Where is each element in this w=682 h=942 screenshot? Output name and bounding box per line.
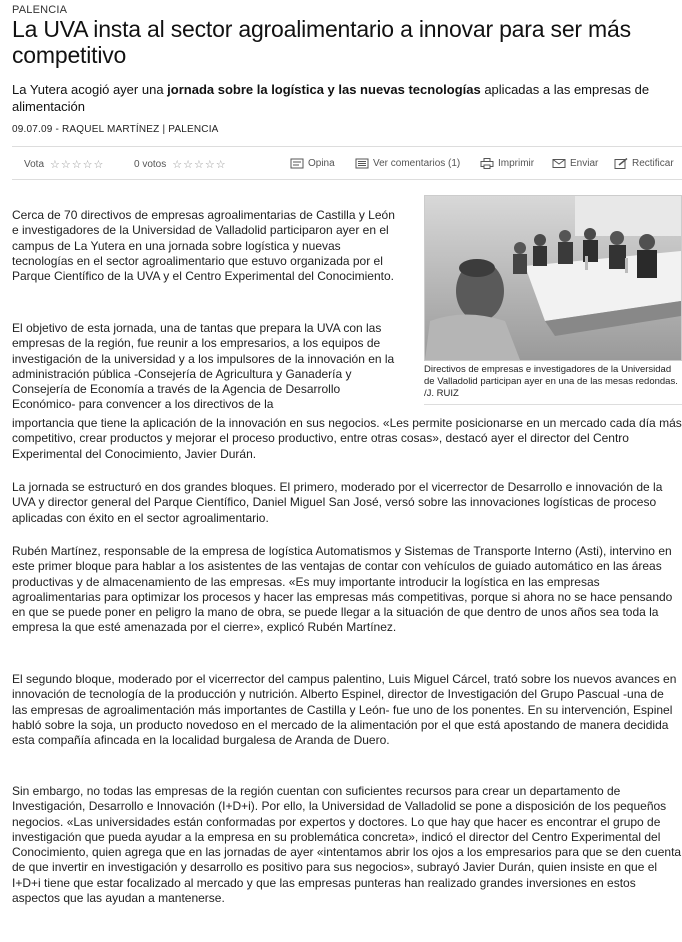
article-photo <box>424 195 682 361</box>
subhead-bold: jornada sobre la logística y las nuevas tecnologías <box>167 82 481 97</box>
comments-list-icon <box>355 158 369 169</box>
vote-label: Vota <box>24 159 45 170</box>
pencil-icon <box>614 158 628 169</box>
vote-widget <box>24 158 104 171</box>
article-headline: La UVA insta al sector agroalimentario a innovar para ser más competitivo <box>12 16 631 68</box>
comment-icon <box>290 158 304 169</box>
subhead-pre: La Yutera acogió ayer una <box>12 82 168 97</box>
vote-stars-icon[interactable]: ☆☆☆☆☆ <box>50 159 105 171</box>
article-subhead <box>12 81 652 115</box>
view-comments-button[interactable] <box>355 158 460 169</box>
article-toolbar <box>12 146 682 180</box>
paragraph-2-continued: importancia que tiene la aplicación de la innovación en sus negocios. «Les permite posicionarse en un mercado cada día más competitivo, crear productos y mejorar el proceso productivo, entre otras cosas», destacó ayer el director del Centro Experimental del Conocimiento, Javier Durán. <box>12 416 682 461</box>
paragraph-3: La jornada se estructuró en dos grandes bloques. El primero, moderado por el vicerrector de Desarrollo e innovación de la UVA y director general del Parque Científico, Daniel Miguel San José, versó sobre las innovaciones logísticas de proceso aplicadas con éxito en el sector agroalimentario. <box>12 480 663 525</box>
paragraph-2: El objetivo de esta jornada, una de tantas que prepara la UVA con las empresas de la región, fue reunir a los empresarios, a los equipos de investigación de la universidad y a los impulsores de la innovación en la administración pública -Consejería de Agricultura y Ganadería y Consejería de Economía a través de la Agencia de Desarrollo Económico- para convencer a los directivos de la <box>12 321 395 412</box>
print-label: Imprimir <box>498 158 535 169</box>
view-comments-label: Ver comentarios (1) <box>373 158 461 169</box>
printer-icon <box>480 158 494 169</box>
rectify-button[interactable] <box>614 158 674 169</box>
send-label: Enviar <box>570 158 599 169</box>
section-label[interactable]: PALENCIA <box>12 4 68 16</box>
votes-count: 0 votos <box>134 159 167 170</box>
opina-label: Opina <box>308 158 335 169</box>
envelope-icon <box>552 158 566 169</box>
subhead-post: aplicadas a las empresas de alimentación <box>12 82 650 114</box>
paragraph-4: Rubén Martínez, responsable de la empresa de logística Automatismos y Sistemas de Transporte Interno (Asti), intervino en este primer bloque para hablar a los asistentes de las ventajas de contar con vehículos de guiado automático en las áreas productivas y de almacenamiento de las empresas. «Es muy importante introducir la logística en las empresas agroalimentarias para optimizar los procesos y hacer las empresas más competitivas, porque si ahora no se hace pensando en que se puede poner en peligro la mano de obra, se puede llegar a la situación de que dentro de unos años sea toda la empresa la que esté amenazada por el cierre», explicó Rubén Martínez. <box>12 544 673 635</box>
byline: 09.07.09 - RAQUEL MARTÍNEZ | PALENCIA <box>12 124 219 135</box>
votes-widget <box>134 158 227 171</box>
rating-stars-icon: ☆☆☆☆☆ <box>172 159 227 171</box>
photo-illustration <box>425 196 681 360</box>
opina-button[interactable] <box>290 158 335 169</box>
send-button[interactable] <box>552 158 598 169</box>
paragraph-1: Cerca de 70 directivos de empresas agroalimentarias de Castilla y León e investigadores de la Universidad de Valladolid participaron ayer en el campus de La Yutera en una jornada sobre logística y nuevas tecnologías en el sector agroalimentario que estuvo organizada por el Parque Científico de la UVA y el Centro Experimental del Conocimiento. <box>12 208 395 284</box>
paragraph-5: El segundo bloque, moderado por el vicerrector del campus palentino, Luis Miguel Cárcel, trató sobre los nuevos avances en innovación de tecnología de la producción y nutrición. Alberto Espinel, director de Investigación del Grupo Pascual -una de las empresas de agroalimentación más importantes de Castilla y León- fue uno de los ponentes. En su intervención, Espinel habló sobre la soja, un producto novedoso en el mercado de la alimentación por el que está apostando de manera decidida esta compañía afincada en la localidad burgalesa de Aranda de Duero. <box>12 672 677 748</box>
photo-caption: Directivos de empresas e investigadores de la Universidad de Valladolid participan ayer en una de las mesas redondas. /J. RUIZ <box>424 364 682 405</box>
print-button[interactable] <box>480 158 534 169</box>
article-figure <box>424 195 682 405</box>
rectify-label: Rectificar <box>632 158 674 169</box>
paragraph-6: Sin embargo, no todas las empresas de la región cuentan con suficientes recursos para crear un departamento de Investigación, Desarrollo e Innovación (I+D+i). Por ello, la Universidad de Valladolid se pone a disposición de los pequeños negocios. «Las universidades están conformadas por expertos y doctores. Lo que hay que hacer es encontrar el grupo de investigación que pueda ayudar a la empresa en su problemática concreta», indicó el director del Centro Experimental del Conocimiento, quien agrega que en las jornadas de ayer «intentamos abrir los ojos a los empresarios para que se den cuenta de que invertir en investigación y desarrollo es positivo para sus negocios», subrayó Javier Durán, quien insiste en que el I+D+i tiene que estar focalizado al mercado y que las empresas punteras han realizado grandes inversiones en estos aspectos que las ayudan a mantenerse. <box>12 784 682 906</box>
